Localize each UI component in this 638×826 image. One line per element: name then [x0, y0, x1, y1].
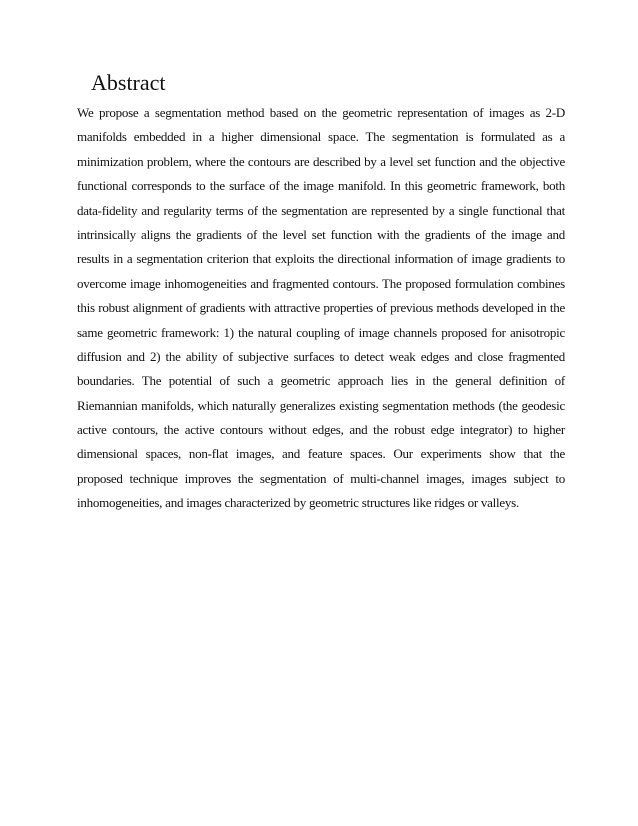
abstract-line: active contours, the active contours without edges, and the robust edge integrator) to higher [77, 422, 565, 438]
abstract-line: manifolds embedded in a higher dimensional space. The segmentation is formulated as a [77, 129, 565, 145]
abstract-line: same geometric framework: 1) the natural coupling of image channels proposed for anisotropic [77, 324, 565, 340]
abstract-line: data-fidelity and regularity terms of the segmentation are represented by a single functional that [77, 202, 565, 218]
abstract-line: inhomogeneities, and images characterized by geometric structures like ridges or valleys. [77, 495, 519, 511]
abstract-line: We propose a segmentation method based on the geometric representation of images as 2-D [77, 105, 565, 120]
abstract-line: dimensional spaces, non-flat images, and feature spaces. Our experiments show that the [77, 446, 565, 462]
abstract-heading: Abstract [91, 70, 166, 95]
abstract-line: intrinsically aligns the gradients of the level set function with the gradients of the image and [77, 226, 565, 242]
abstract-line: boundaries. The potential of such a geometric approach lies in the general definition of [77, 373, 565, 389]
abstract-line: diffusion and 2) the ability of subjective surfaces to detect weak edges and close fragmented [77, 348, 565, 364]
abstract-line: Riemannian manifolds, which naturally generalizes existing segmentation methods (the geodesic [77, 397, 565, 413]
abstract-line: this robust alignment of gradients with attractive properties of previous methods developed in the [77, 300, 565, 316]
abstract-line: results in a segmentation criterion that exploits the directional information of image gradients to [77, 251, 565, 267]
abstract-line: proposed technique improves the segmentation of multi-channel images, images subject to [77, 470, 565, 486]
abstract-body [77, 101, 565, 516]
abstract-line: functional corresponds to the surface of the image manifold. In this geometric framework, both [77, 178, 565, 194]
abstract-line: minimization problem, where the contours are described by a level set function and the objective [77, 153, 565, 169]
abstract-line: overcome image inhomogeneities and fragmented contours. The proposed formulation combines [77, 275, 565, 291]
